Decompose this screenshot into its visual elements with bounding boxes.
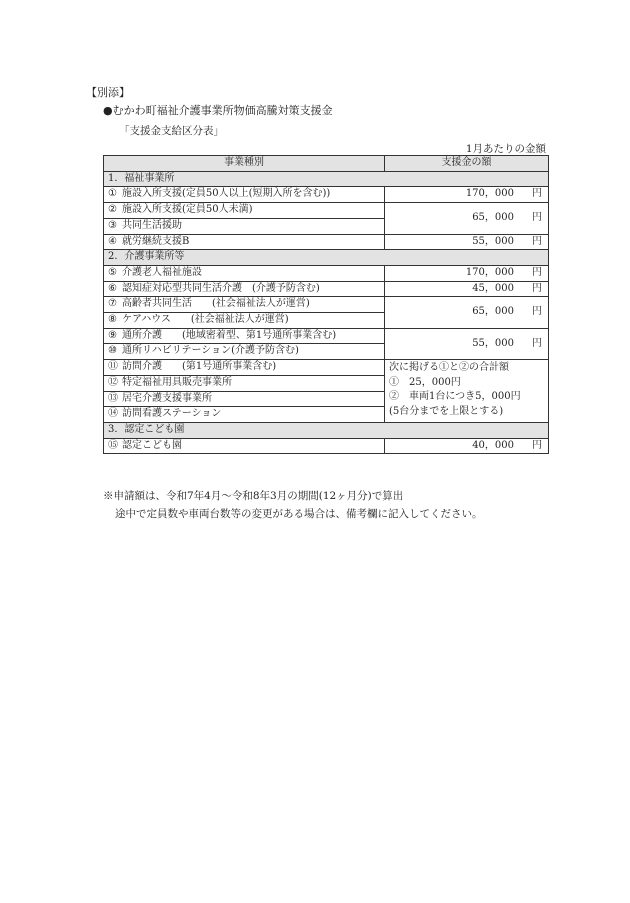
yen-unit: 円 — [532, 211, 542, 223]
annex-label: 【別添】 — [86, 86, 130, 99]
combined-line: 次に掲げる①と②の合計額 — [389, 362, 509, 374]
row-label: 通所介護 (地域密着型、第1号通所事業含む) — [122, 329, 337, 341]
table-row — [104, 360, 549, 376]
row-number: ② — [108, 204, 117, 216]
combined-line: ② 車両1台につき5，000円 — [389, 391, 521, 403]
table-row — [104, 281, 549, 297]
combined-amount-cell — [385, 360, 549, 423]
yen-unit: 円 — [532, 439, 542, 451]
calculation-note: ※申請額は、令和7年4月～令和8年3月の期間(12ヶ月分)で算出 — [103, 490, 404, 502]
row-amount: 170，000 — [465, 266, 514, 278]
row-label: ケアハウス (社会福祉法人が運営) — [122, 314, 289, 326]
section-row-care — [104, 250, 549, 266]
col-header-amount: 支援金の額 — [385, 156, 549, 172]
row-number: ⑧ — [108, 314, 117, 326]
combined-line: ① 25，000円 — [389, 376, 461, 388]
table-row — [104, 328, 549, 344]
row-label: 介護老人福祉施設 — [122, 266, 202, 278]
row-number: ⑩ — [108, 345, 117, 357]
row-amount: 65，000 — [472, 211, 514, 223]
row-label: 認知症対応型共同生活介護 (介護予防含む) — [122, 282, 320, 294]
row-amount: 65，000 — [472, 306, 514, 318]
row-label: 訪問看護ステーション — [122, 408, 222, 420]
row-amount: 40，000 — [472, 439, 514, 451]
section-row-welfare — [104, 171, 549, 187]
row-number: ⑮ — [108, 439, 118, 451]
section-label: 3．認定こども園 — [104, 422, 549, 438]
row-label: 施設入所支援(定員50人以上(短期入所を含む)) — [122, 188, 331, 200]
yen-unit: 円 — [532, 282, 542, 294]
row-number: ① — [108, 188, 117, 200]
row-number: ⑫ — [108, 376, 118, 388]
row-number: ⑨ — [108, 329, 117, 341]
table-row — [104, 203, 549, 219]
table-header-row — [104, 156, 549, 172]
table-title: 「支援金支給区分表」 — [119, 125, 224, 137]
row-amount: 55，000 — [472, 337, 514, 349]
row-number: ⑥ — [108, 282, 117, 294]
row-label: 施設入所支援(定員50人未満) — [122, 204, 253, 216]
row-amount: 55，000 — [472, 235, 514, 247]
row-label: 就労継続支援B — [122, 235, 190, 247]
table-row — [104, 187, 549, 203]
section-label: 1．福祉事業所 — [104, 171, 549, 187]
col-header-type: 事業種別 — [104, 156, 385, 172]
row-label: 特定福祉用具販売事業所 — [122, 376, 232, 388]
table-row — [104, 265, 549, 281]
row-number: ⑬ — [108, 392, 118, 404]
row-label: 高齢者共同生活 (社会福祉法人が運営) — [122, 298, 310, 310]
row-number: ⑪ — [108, 361, 118, 373]
row-number: ⑤ — [108, 266, 117, 278]
document-subtitle: ●むかわ町福祉介護事業所物価高騰対策支援金 — [103, 104, 333, 117]
row-amount: 170，000 — [465, 188, 514, 200]
row-label: 通所リハビリテーション(介護予防含む) — [122, 345, 299, 357]
yen-unit: 円 — [532, 337, 542, 349]
yen-unit: 円 — [532, 266, 542, 278]
row-label: 居宅介護支援事業所 — [122, 392, 212, 404]
row-amount: 45，000 — [472, 282, 514, 294]
yen-unit: 円 — [532, 235, 542, 247]
row-number: ⑭ — [108, 408, 118, 420]
yen-unit: 円 — [532, 188, 542, 200]
section-row-kodomoen — [104, 422, 549, 438]
yen-unit: 円 — [532, 306, 542, 318]
unit-note: 1月あたりの金額 — [465, 143, 546, 155]
row-label: 共同生活援助 — [122, 219, 182, 231]
section-label: 2．介護事業所等 — [104, 250, 549, 266]
row-number: ④ — [108, 235, 117, 247]
table-row — [104, 297, 549, 313]
subsidy-table — [103, 155, 549, 454]
row-number: ⑦ — [108, 298, 117, 310]
row-label: 訪問介護 (第1号通所事業含む) — [122, 361, 277, 373]
change-note: 途中で定員数や車両台数等の変更がある場合は、備考欄に記入してください。 — [115, 508, 483, 520]
table-row — [104, 438, 549, 454]
row-number: ③ — [108, 219, 117, 231]
table-row — [104, 234, 549, 250]
row-label: 認定こども園 — [122, 439, 182, 451]
combined-line: (5台分までを上限とする) — [389, 405, 504, 417]
